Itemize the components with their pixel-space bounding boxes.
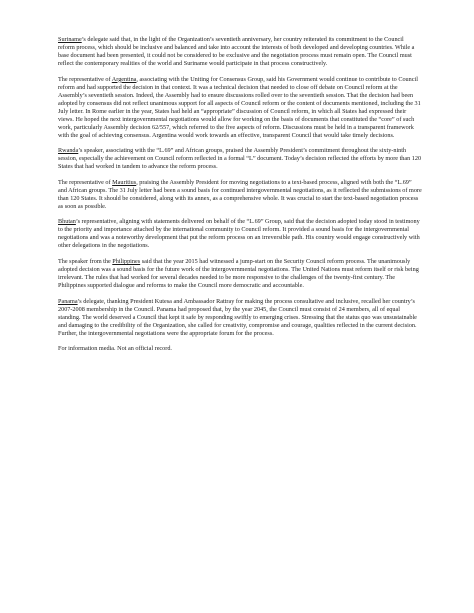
country-name: Philippines [112, 257, 141, 265]
paragraph-text: ’s delegate, thanking President Kutesa and Ambassador Rattray for making the process consultative and inclusive, recalled her country’s 2007-2008 membership in the Council. Panama had proposed that, by the year 2045, the Council must consist of 24 members, all of equal standing. The world deserved a Council that kept it safe by responding swiftly to emerging crises. Stressing that the status quo was unsustainable and damaging to the credibility of the Organization, she called for creativity, compromise and courage, qualities reflected in the current decision. Further, the intergovernmental negotiations were the appropriate forum for the process. [58, 297, 417, 337]
paragraph-suriname [58, 36, 422, 68]
paragraph-lead: The speaker from the [58, 257, 113, 265]
paragraph-bhutan [58, 218, 422, 250]
country-name: Panama [58, 297, 78, 305]
paragraph-argentina [58, 76, 422, 140]
paragraph-lead: The representative of [58, 178, 113, 186]
paragraph-text: said that the year 2015 had witnessed a jump-start on the Security Council reform process. The unanimously adopted decision was a sound basis for the future work of the intergovernmental negotiations. The United Nations must reform itself or risk being irrelevant. The rules that had worked for several decades needed to be more responsive to the challenges of the twenty-first century. The Philippines supported dialogue and reforms to make the Council more democratic and accountable. [58, 257, 419, 289]
paragraph-panama [58, 298, 422, 338]
paragraph-philippines [58, 258, 422, 290]
country-name: Rwanda [58, 147, 79, 155]
paragraph-text: ’s delegate said that, in the light of the Organization’s seventieth anniversary, her country reiterated its commitment to the Council reform process, which should be inclusive and balanced and take into account the interests of both developed and developing countries. While a base document had been presented, it could not be considered to be exclusive and the negotiation process must remain open. The Council must reflect the contemporary realities of the world and Suriname would participate in that process constructively. [58, 36, 415, 67]
paragraph-lead: The representative of [58, 75, 112, 83]
paragraph-text: ’s speaker, associating with the “L.69” and African groups, praised the Assembly President’s commitment throughout the sixty-ninth session, especially the achievement on Council reform reflected in a formal “L” document. Today’s decision reflected the efforts by more than 120 States that had worked in tandem to advance the reform process. [58, 147, 422, 171]
country-name: Suriname [58, 36, 82, 43]
paragraph-mauritius [58, 179, 422, 211]
paragraph-text: , associating with the Uniting for Consensus Group, said his Government would continue to contribute to Council reform and had supported the decision in that context. It was a technical decision that needed to close off debate on Council reform at the Assembly’s seventieth session. Indeed, the Assembly had to ensure discussions rolled over to the seventieth session. That the decision had been adopted by consensus did not reflect unanimous support for all aspects of Council reform or the content of documents mentioned, including the 31 July letter. In Rome earlier in the year, States had held an “appropriate” discussion of Council reform, in which all States had expressed their views. He hoped the next intergovernmental negotiations would allow for working on the basis of documents that constituted the “core” of such work, particularly Assembly decision 62/557, which referred to the five aspects of reform. Discussions must be held in a transparent framework with the goal of achieving consensus. Argentina would work towards an effective, transparent Council that would take timely decisions. [58, 75, 421, 139]
paragraph-rwanda [58, 147, 422, 171]
document-page [58, 36, 422, 361]
country-name: Bhutan [58, 218, 76, 226]
country-name: Mauritius [112, 178, 137, 186]
paragraph-text: , praising the Assembly President for moving negotiations to a text-based process, aligned with both the “L.69” and African groups. The 31 July letter had been a sound basis for continued intergovernmental negotiations, as it reflected the submissions of more than 120 States. It should be considered, along with its annex, as a comprehensive whole. It was crucial to start the text-based negotiation process as soon as possible. [58, 178, 422, 210]
footer-note: For information media. Not an official record. [58, 345, 172, 353]
country-name: Argentina [111, 75, 137, 83]
paragraph-text: ’s representative, aligning with statements delivered on behalf of the “L.69” Group, said that the decision adopted today stood in testimony to the priority and importance attached by the international community to Council reform. It provided a sound basis for the intergovernmental negotiations and was a noteworthy development that put the reform process on an irreversible path. His country would engage constructively with other delegations in the negotiations. [58, 218, 420, 250]
